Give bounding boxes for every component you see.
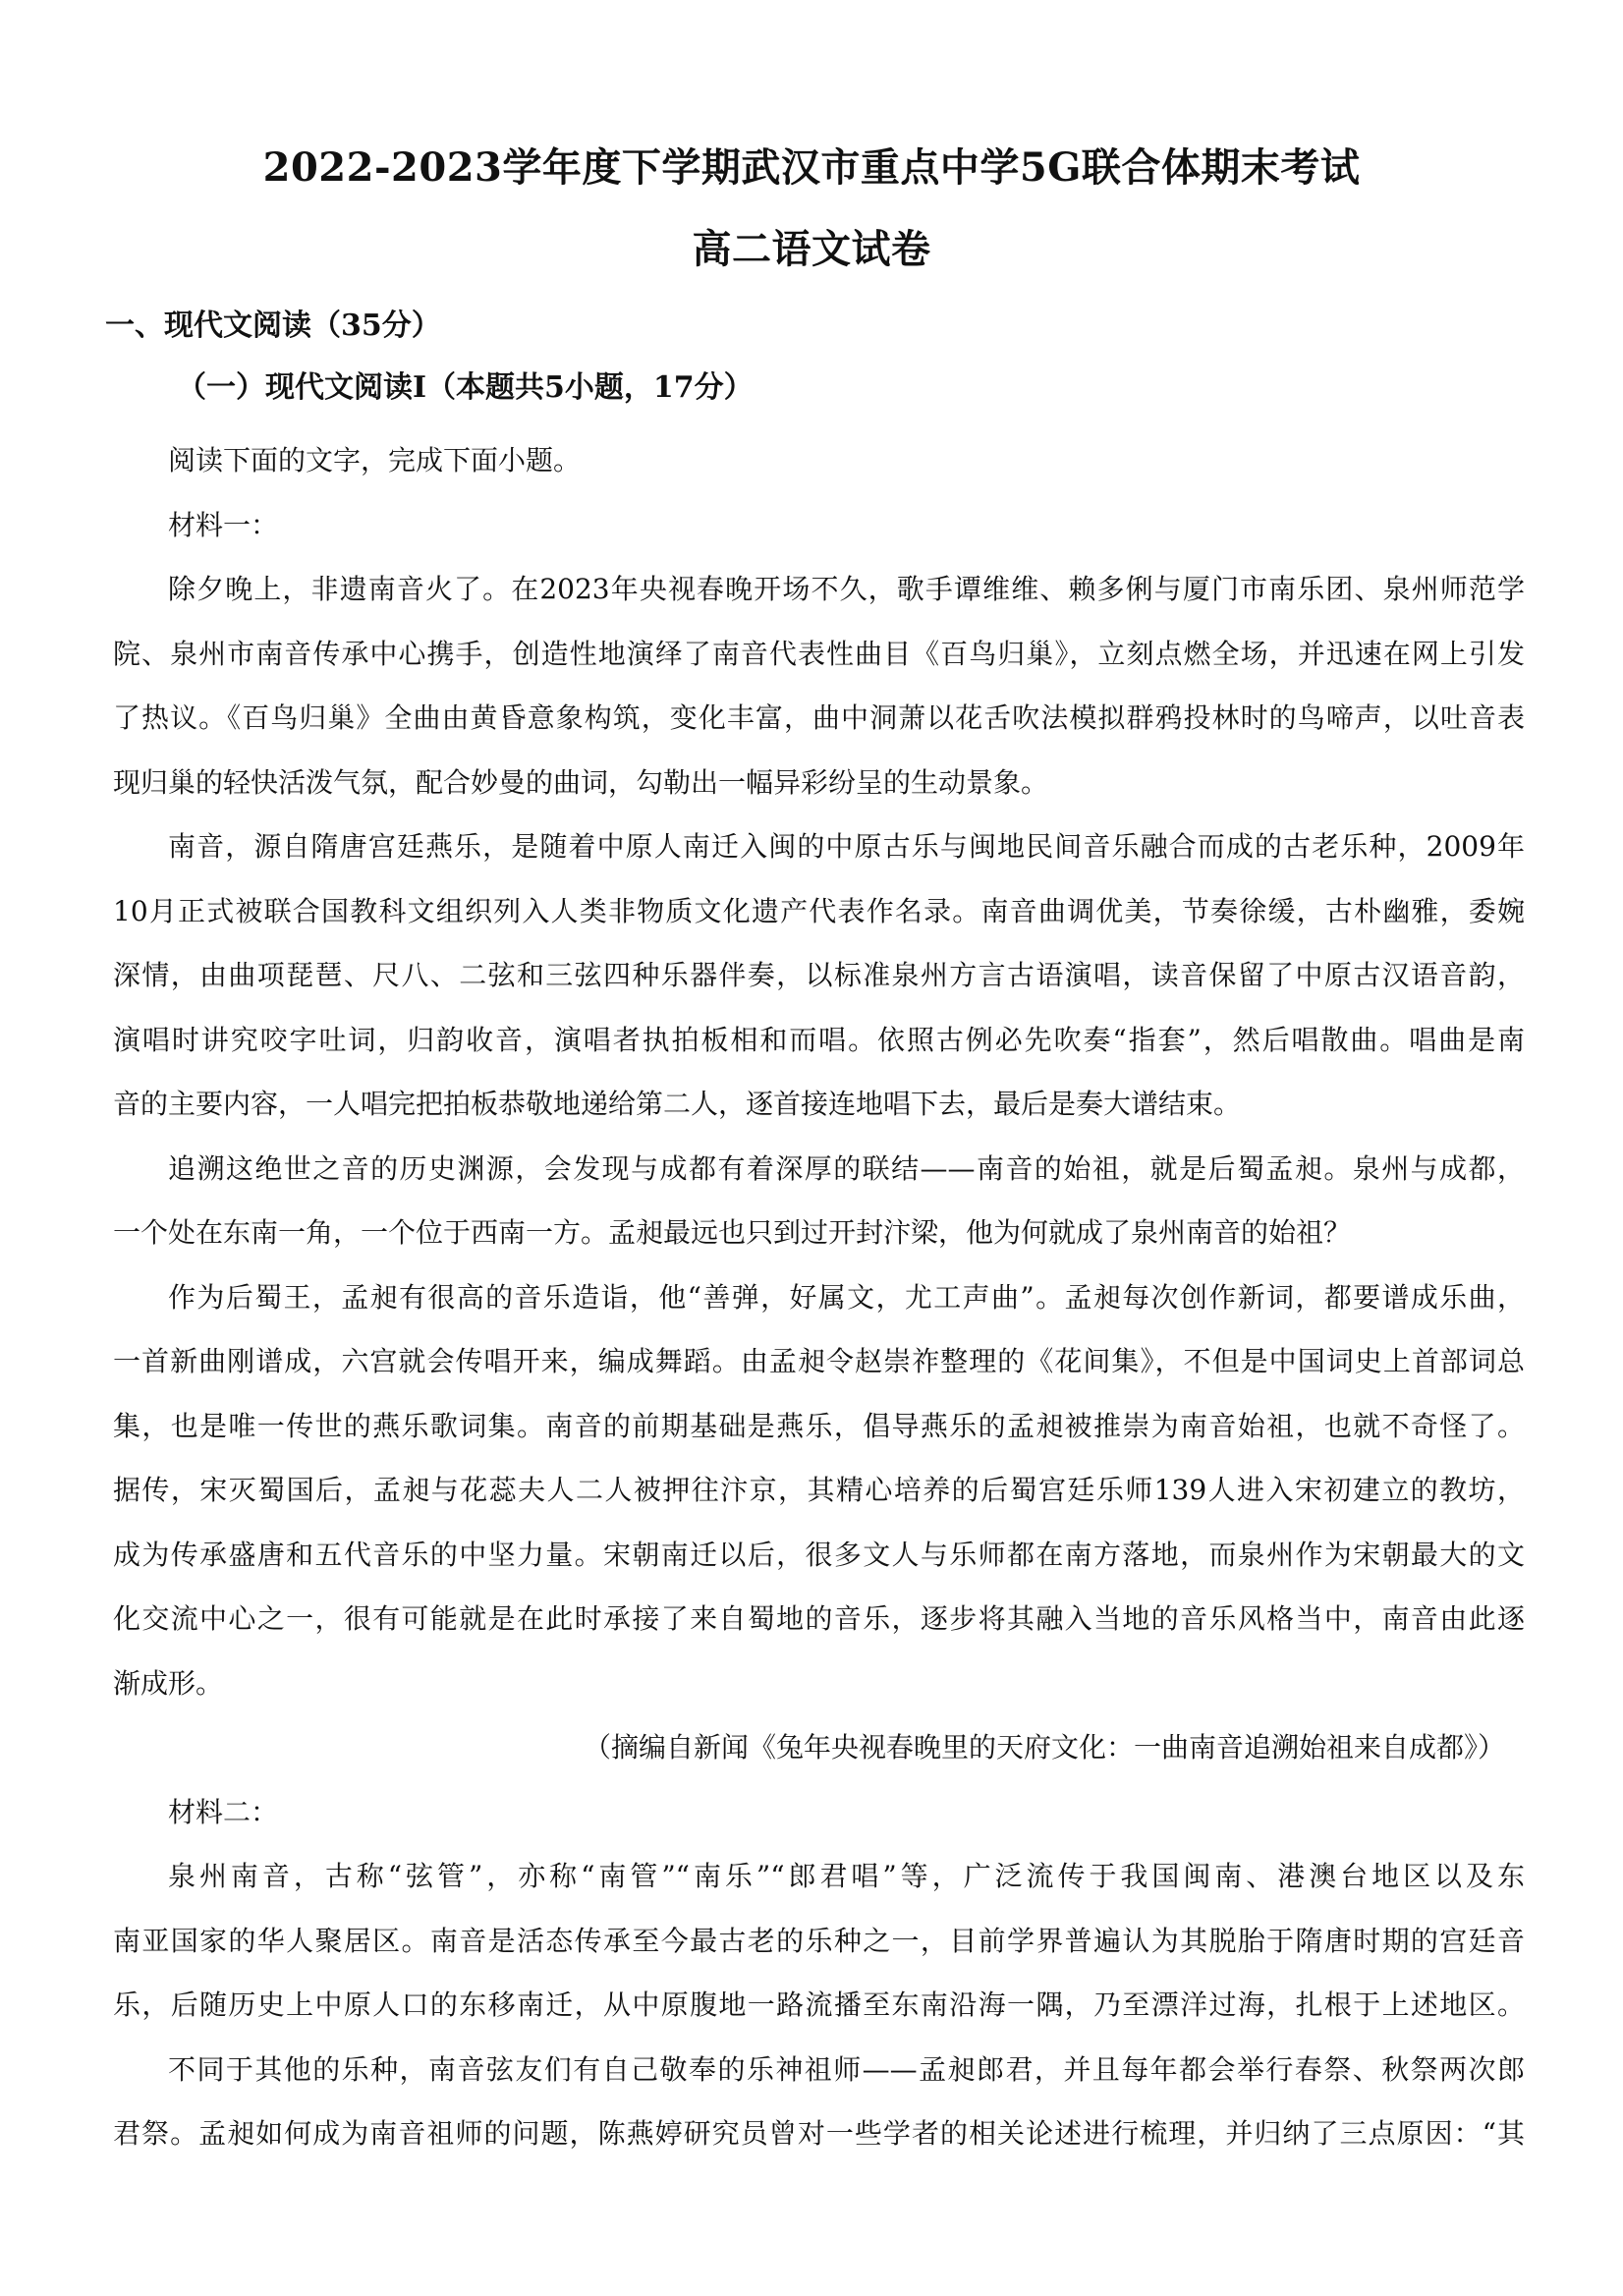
- text-line: 现归巢的轻快活泼气氛，配合妙曼的曲词，勾勒出一幅异彩纷呈的生动景象。: [113, 765, 1049, 799]
- text-line: 演唱时讲究咬字吐词，归韵收音，演唱者执拍板相和而唱。依照古例必先吹奏“指套”，然后唱散曲。唱曲是南: [113, 1023, 1525, 1056]
- text-line: 院、泉州市南音传承中心携手，创造性地演绎了南音代表性曲目《百鸟归巢》，立刻点燃全场，并迅速在网上引发: [113, 637, 1525, 670]
- text-line: 10月正式被联合国教科文组织列入人类非物质文化遗产代表作名录。南音曲调优美，节奏徐缓，古朴幽雅，委婉: [113, 894, 1525, 927]
- subsection-heading: （一）现代文阅读Ⅰ（本题共5小题，17分）: [177, 370, 754, 405]
- text-line: 君祭。孟昶如何成为南音祖师的问题，陈燕婷研究员曾对一些学者的相关论述进行梳理，并归纳了三点原因：“其: [113, 2117, 1525, 2150]
- exam-subtitle: 高二语文试卷: [692, 226, 931, 272]
- text-line: 一首新曲刚谱成，六宫就会传唱开来，编成舞蹈。由孟昶令赵崇祚整理的《花间集》，不但是中国词史上首部词总: [113, 1345, 1525, 1377]
- material-label: 材料二：: [168, 1795, 279, 1828]
- text-line: 深情，由曲项琵琶、尺八、二弦和三弦四种乐器伴奏，以标准泉州方言古语演唱，读音保留了中原古汉语音韵，: [113, 959, 1525, 991]
- text-line: 泉州南音，古称“弦管”，亦称“南管”“南乐”“郎君唱”等，广泛流传于我国闽南、港澳台地区以及东: [168, 1860, 1525, 1892]
- text-line: 追溯这绝世之音的历史渊源，会发现与成都有着深厚的联结——南音的始祖，就是后蜀孟昶。泉州与成都，: [168, 1151, 1525, 1185]
- text-line: 南音，源自隋唐宫廷燕乐，是随着中原人南迁入闽的中原古乐与闽地民间音乐融合而成的古老乐种，2009年: [168, 830, 1525, 863]
- section-heading: 一、现代文阅读（35分）: [105, 308, 441, 343]
- text-line: 了热议。《百鸟归巢》全曲由黄昏意象构筑，变化丰富，曲中洞萧以花舌吹法模拟群鸦投林时的鸟啼声，以吐音表: [113, 701, 1525, 734]
- text-line: 乐，后随历史上中原人口的东移南迁，从中原腹地一路流播至东南沿海一隅，乃至漂洋过海，扎根于上述地区。: [113, 1988, 1525, 2021]
- text-line: 南亚国家的华人聚居区。南音是活态传承至今最古老的乐种之一，目前学界普遍认为其脱胎于隋唐时期的宫廷音: [113, 1924, 1525, 1957]
- material-label: 材料一：: [168, 508, 279, 541]
- text-line: 据传，宋灭蜀国后，孟昶与花蕊夫人二人被押往汴京，其精心培养的后蜀宫廷乐师139人进入宋初建立的教坊，: [113, 1474, 1525, 1506]
- exam-title: 2022-2023学年度下学期武汉市重点中学5G联合体期末考试: [262, 144, 1361, 191]
- text-line: 除夕晚上，非遗南音火了。在2023年央视春晚开场不久，歌手谭维维、赖多俐与厦门市南乐团、泉州师范学: [168, 573, 1525, 605]
- reading-passage: [113, 428, 1525, 2166]
- text-line: 作为后蜀王，孟昶有很高的音乐造诣，他“善弹，好属文，尤工声曲”。孟昶每次创作新词，都要谱成乐曲，: [168, 1280, 1525, 1314]
- text-line: 化交流中心之一，很有可能就是在此时承接了来自蜀地的音乐，逐步将其融入当地的音乐风格当中，南音由此逐: [113, 1602, 1525, 1635]
- source-citation: （摘编自新闻《兔年央视春晚里的天府文化：一曲南音追溯始祖来自成都》）: [583, 1731, 1505, 1764]
- text-line: 成为传承盛唐和五代音乐的中坚力量。宋朝南迁以后，很多文人与乐师都在南方落地，而泉州作为宋朝最大的文: [113, 1538, 1525, 1571]
- text-line: 一个处在东南一角，一个位于西南一方。孟昶最远也只到过开封汴梁，他为何就成了泉州南音的始祖？: [113, 1216, 1352, 1249]
- text-line: 音的主要内容，一人唱完把拍板恭敬地递给第二人，逐首接连地唱下去，最后是奏大谱结束。: [113, 1088, 1242, 1120]
- text-line: 集，也是唯一传世的燕乐歌词集。南音的前期基础是燕乐，倡导燕乐的孟昶被推崇为南音始祖，也就不奇怪了。: [113, 1409, 1525, 1442]
- instruction-line: 阅读下面的文字，完成下面小题。: [168, 444, 582, 476]
- text-line: 不同于其他的乐种，南音弦友们有自己敬奉的乐神祖师——孟昶郎君，并且每年都会举行春祭、秋祭两次郎: [168, 2052, 1525, 2086]
- text-line: 渐成形。: [113, 1666, 224, 1700]
